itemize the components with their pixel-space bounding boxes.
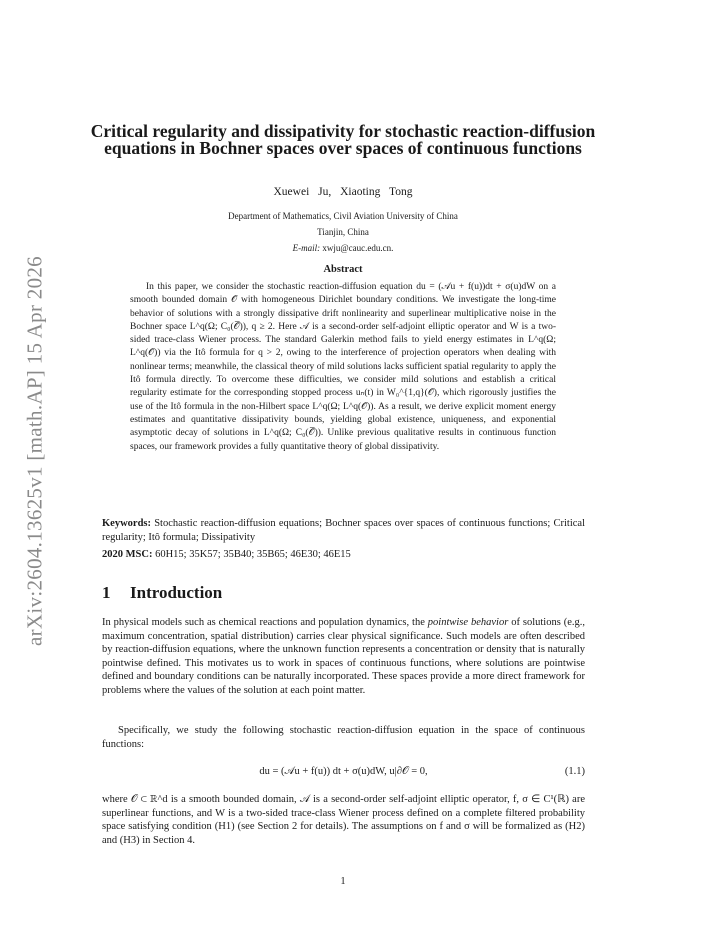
section-heading <box>102 583 222 603</box>
arxiv-identifier <box>13 246 57 656</box>
page-number: 1 <box>340 876 346 887</box>
paper-title: Critical regularity and dissipativity for stochastic reaction-diffusion equations in Bochner spaces over spaces of continuous functions <box>90 121 596 158</box>
abstract-heading: Abstract <box>323 264 363 275</box>
keywords-text: Stochastic reaction-diffusion equations; Bochner spaces over spaces of continuous functions; Critical regularity; Itô formula; Dissipativity <box>102 518 586 543</box>
msc-text: 60H15; 35K57; 35B40; 35B65; 46E30; 46E15 <box>155 549 351 560</box>
intro-p1-text-b: of solutions (e.g., maximum concentration, spatial distribution) carries clear physical significance. Such models are often described by reaction-diffusion equations, where the unknown function represents a concentration or density that is naturally pointwise defined. This motivates us to work in spaces of continuous functions, where solutions are pointwise defined and boundary conditions can be naturally incorporated. These spaces provide a more direct framework for problems where the values of the solution at each point matter. <box>102 617 586 696</box>
affiliation-department: Department of Mathematics, Civil Aviation University of China <box>228 211 458 221</box>
intro-paragraph-2: Specifically, we study the following stochastic reaction-diffusion equation in the space of continuous functions: <box>102 725 585 750</box>
msc-label: 2020 MSC: <box>102 549 153 560</box>
equation-1-1 <box>102 766 585 780</box>
intro-paragraph-3: where 𝒪 ⊂ ℝ^d is a smooth bounded domain, 𝒜 is a second-order self-adjoint elliptic operator, f, σ ∈ C¹(ℝ) are superlinear functions, and W is a two-sided trace-class Wiener process defined on a complete filtered probability space satisfying condition (H1) (see Section 2 for details). The assumptions on f and σ will be formalized as (H2) and (H3) in Section 4. <box>102 794 585 846</box>
affiliation-email <box>90 240 596 256</box>
equation-tag: (1.1) <box>564 766 585 777</box>
affiliation-city: Tianjin, China <box>317 227 369 237</box>
intro-p1-emphasis: pointwise behavior <box>427 617 509 628</box>
email-address[interactable]: xwju@cauc.edu.cn. <box>322 243 394 253</box>
section-title: Introduction <box>130 583 223 602</box>
email-label: E-mail: <box>292 243 321 253</box>
intro-p1-text-a: In physical models such as chemical reactions and population dynamics, the <box>102 617 428 628</box>
section-number: 1 <box>102 583 111 602</box>
authors: Xuewei Ju, Xiaoting Tong <box>273 186 413 198</box>
equation-body: du = (𝒜u + f(u)) dt + σ(u)dW, u|∂𝒪 = 0, <box>259 766 428 777</box>
abstract-text: In this paper, we consider the stochastic reaction-diffusion equation du = (𝒜u + f(u))dt + σ(u)dW on a smooth bounded domain 𝒪 with homogeneous Dirichlet boundary conditions. We investigate the long-time behavior of solutions with a strongly dissipative drift nonlinearity and superlinear multiplicative noise in the Bochner space L^q(Ω; C₀(𝒪̅)), q ≥ 2. Here 𝒜 is a second-order self-adjoint elliptic operator and W is a two-sided trace-class Wiener process. The standard Galerkin method fails to yield energy estimates in L^q(Ω; L^q(𝒪)) via the Itô formula for q > 2, owing to the interference of projection operators when dealing with nonlinear terms; meanwhile, the classical theory of mild solutions lacks sufficient spatial regularity to apply the Itô formula directly. To overcome these difficulties, we consider mild solutions and establish a critical regularity estimate for the corresponding stopped process uₙ(t) in W₀^{1,q}(𝒪), which rigorously justifies the use of the Itô formula in the non-Hilbert space L^q(Ω; L^q(𝒪)). As a result, we derive explicit moment energy estimates and quantitative dissipativity bounds, yielding global existence, uniqueness, and exponential asymptotic decay of solutions in L^q(Ω; C₀(𝒪̅)). Unlike previous qualitative results in continuous function spaces, our framework provides a fully quantitative theory of global dissipativity. <box>130 282 556 452</box>
arxiv-identifier-text: arXiv:2604.13625v1 [math.AP] 15 Apr 2026 <box>22 256 47 646</box>
keywords <box>102 517 585 544</box>
keywords-label: Keywords: <box>102 518 151 529</box>
intro-paragraph-1 <box>102 616 585 698</box>
msc-classification <box>102 548 585 562</box>
